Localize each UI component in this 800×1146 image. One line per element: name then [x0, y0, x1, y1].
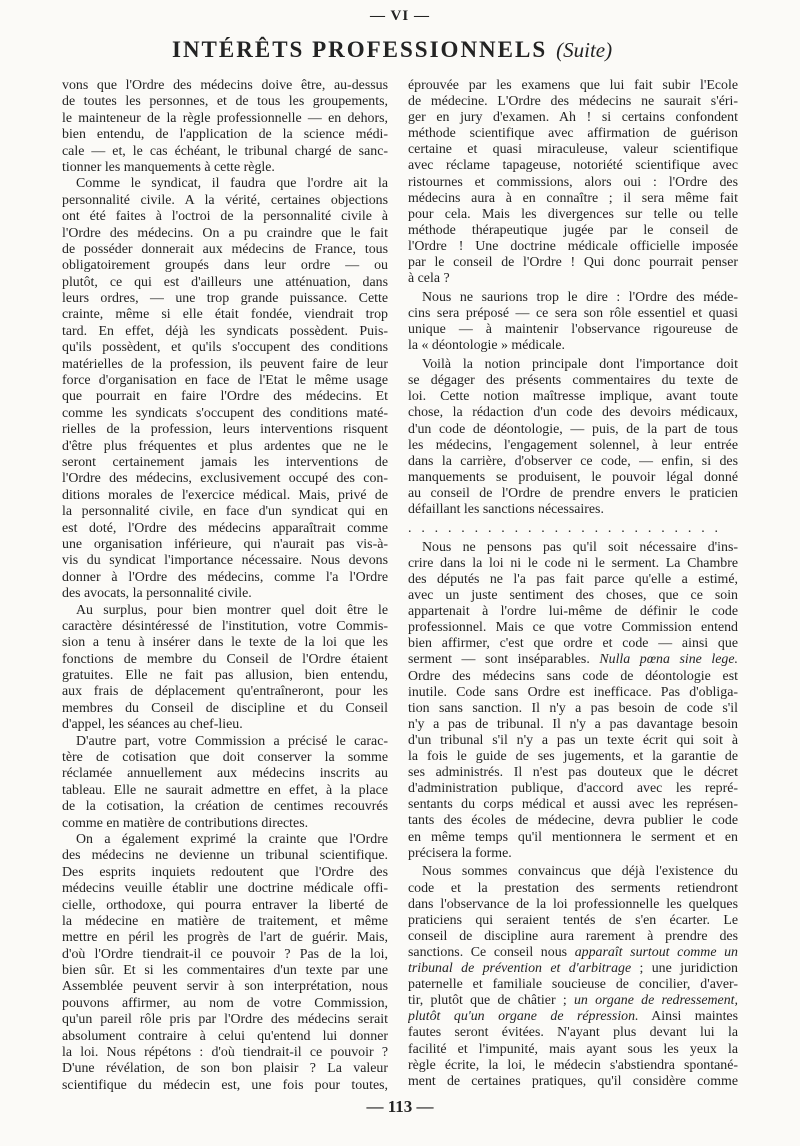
- text-line: l'Ordre des médecins, exclusivement occupé des con-: [62, 471, 388, 487]
- text-line: [408, 1009, 738, 1025]
- text-line: par le conseil de l'Ordre ! Qui donc pourrait penser: [408, 255, 738, 271]
- text-line: D'autre part, votre Commission a précisé le carac-: [76, 733, 388, 749]
- text-line: absolument contraire à celui qu'entend lui donner: [62, 1028, 388, 1044]
- right-column: [408, 78, 738, 1090]
- text-line: caractère désintéressé de l'institution, votre Commis-: [62, 618, 388, 634]
- text-line: avec un juste sentiment des choses, que ce soin: [408, 588, 738, 604]
- text-line: crainte, même si elle était fondée, viendrait trop: [62, 307, 388, 323]
- text-line: facilité et l'impunité, mais ayant sous les yeux la: [408, 1041, 738, 1057]
- text-line: tableau. Elle ne saurait admettre en effet, à la place: [62, 782, 388, 798]
- text-line: crire dans la loi ni le code ni le serment. La Chambre: [408, 555, 738, 571]
- text-line: seront certainement jamais les interventions de: [62, 454, 388, 470]
- text-run: sanctions. Ce conseil nous: [408, 944, 575, 960]
- text-line: Nous ne saurions trop le dire : l'Ordre des méde-: [422, 290, 738, 306]
- section-title: [172, 36, 612, 67]
- text-line: éprouvée par les examens que lui fait subir l'Ecole: [408, 78, 738, 93]
- text-line: personnalité civile. A la vérité, certaines objections: [62, 192, 388, 208]
- paragraph-continued: [62, 78, 388, 176]
- text-line: scientifique du médecin est, une fois pour toutes,: [62, 1077, 388, 1093]
- text-line: précisera la forme.: [408, 845, 512, 861]
- text-line: bien entendu, de l'application de la science médi-: [62, 127, 388, 143]
- text-line: est doté, l'Ordre des médecins apparaîtrait comme: [62, 520, 388, 536]
- text-line: matérielles de la profession, ils peuvent faire de leur: [62, 356, 388, 372]
- text-run: serment — sont inséparables.: [408, 652, 600, 668]
- text-run: Ainsi maintes: [638, 1009, 738, 1025]
- text-line: gratuites. Elle ne fait pas allusion, bien entendu,: [62, 668, 388, 684]
- text-line: Ordre des médecins sans code de déontologie est: [408, 668, 738, 684]
- text-line: leurs ordres, — une trop grande puissance. Cette: [62, 291, 388, 307]
- text-line: ristournes et commissions, alors oui : l'Ordre des: [408, 174, 738, 190]
- text-line: vons que l'Ordre des médecins doive être, au-dessus: [62, 78, 388, 93]
- text-line: donner à l'Ordre des médecins, comme l'a l'Ordre: [62, 569, 388, 585]
- text-line: d'un tribunal s'il n'y a pas un texte écrit qui soit à: [408, 732, 738, 748]
- text-line: des médecins ne devienne un tribunal scientifique.: [62, 848, 388, 864]
- italic-text-run: apparaît surtout comme un: [574, 944, 738, 960]
- text-line: d'être plus fréquentes et plus ardentes que ne le: [62, 438, 388, 454]
- text-line: qu'ils possèdent, et qu'ils s'occupent des conditions: [62, 340, 388, 356]
- text-line: de posséder donnerait aux médecins de France, tous: [62, 241, 388, 257]
- text-line: plutôt, ce qui est d'ailleurs une atténuation, dans: [62, 274, 388, 290]
- text-line: ditions morales de l'exercice médical. Mais, privé de: [62, 487, 388, 503]
- text-line: d'administration publique, d'accord avec les repré-: [408, 781, 738, 797]
- text-line: méthode thérapeutique jugée par le conseil de: [408, 222, 738, 238]
- paragraph: [62, 603, 388, 734]
- text-line: tère de cotisation que doit conserver la somme: [62, 750, 388, 766]
- text-line: Nous sommes convaincus que déjà l'existence du: [422, 864, 738, 880]
- text-line: médecins veuille établir une doctrine médicale offi-: [62, 881, 388, 897]
- text-line: n'y a pas de tribunal. Il n'y a pas davantage besoin: [408, 716, 738, 732]
- text-line: obligatoirement groupés dans leur ordre — ou: [62, 258, 388, 274]
- left-column: [62, 78, 388, 1094]
- text-line: D'une révélation, de son bon plaisir ? La valeur: [62, 1061, 388, 1077]
- paragraph: [408, 290, 738, 354]
- text-line: tionner les manquements à cette règle.: [62, 159, 275, 175]
- text-line: pour cela. Mais les divergences sur telle ou telle: [408, 206, 738, 222]
- text-line: des députés ne l'a pas fait parce qu'elle a estimé,: [408, 572, 738, 587]
- text-line: aux frais de déplacement qu'entraîneront, pour les: [62, 684, 388, 700]
- paragraph: [408, 864, 738, 1089]
- text-line: sion a tenu à insérer dans le texte de la loi que les: [62, 635, 388, 651]
- text-line: loi. Cette notion maîtresse implique, avant toute: [408, 389, 738, 405]
- text-line: bien affirmer, c'est que ordre et code — ainsi que: [408, 636, 738, 652]
- italic-text-run: un organe de redressement,: [573, 993, 738, 1009]
- text-line: d'où l'Ordre tiendrait-il ce pouvoir ? Pas de la loi,: [62, 946, 388, 962]
- section-title-suffix: (Suite): [556, 38, 613, 62]
- italic-text-run: tribunal de prévention et d'arbitrage: [408, 961, 632, 977]
- text-line: une organisation inférieure, qui n'aurait pas vis-à-: [62, 536, 388, 552]
- text-line: On a également exprimé la crainte que l'Ordre: [76, 831, 388, 847]
- text-line: de médecine. L'Ordre des médecins ne saurait s'éri-: [408, 94, 738, 110]
- text-line: la loi. Nous répétons : d'où tiendrait-il ce pouvoir ?: [62, 1045, 388, 1061]
- text-line: fonctions de membre du Conseil de l'Ordre étaient: [62, 651, 388, 667]
- paragraph: [62, 832, 388, 1094]
- text-line: tion sans sanction. Il n'y a pas besoin de code s'il: [408, 700, 738, 716]
- text-line: défaillant les sanctions nécessaires.: [408, 502, 604, 518]
- text-line: de toutes les personnes, et de tous les groupements,: [62, 94, 388, 110]
- text-line: ment de certaines pratiques, qu'il considère comme: [408, 1073, 738, 1089]
- text-line: tants des écoles de médecine, devra publier le code: [408, 813, 738, 829]
- text-line: de la cotisation, la création de centimes recouvrés: [62, 799, 388, 815]
- text-line: cale — et, le cas échéant, le tribunal chargé de sanc-: [62, 143, 388, 159]
- text-line: Des esprits inquiets redoutent que l'Ordre des: [62, 864, 388, 880]
- text-line: [408, 652, 738, 668]
- text-line: chose, la rédaction d'un code des devoirs médicaux,: [408, 405, 738, 421]
- text-line: réclamée annuellement aux médecins inscrits au: [62, 766, 388, 782]
- text-line: les médecins, l'engagement solennel, à leur entrée: [408, 437, 738, 453]
- ellipsis-separator: . . . . . . . . . . . . . . . . . . . . . . . .: [408, 520, 718, 536]
- text-line: inutile. Code sans Ordre est inefficace. Pas d'obliga-: [408, 684, 738, 700]
- text-line: l'Ordre des médecins. On a pu craindre que le fait: [62, 225, 388, 241]
- text-line: [408, 961, 738, 977]
- text-line: des avocats, la personnalité civile.: [62, 586, 252, 602]
- section-title-text: INTÉRÊTS PROFESSIONNELS: [172, 37, 548, 62]
- paragraph-continued: [408, 78, 738, 287]
- text-line: ont été faites à l'octroi de la personnalité civile à: [62, 209, 388, 225]
- text-line: comme les syndicats s'occupent des conditions maté-: [62, 405, 388, 421]
- text-line: qu'un pareil rôle pris par l'Ordre des médecins serait: [62, 1012, 388, 1028]
- text-line: mettre en péril les progrès de l'art de guérir. Mais,: [62, 930, 388, 946]
- text-line: l'Ordre ! Une doctrine médicale officielle imposée: [408, 238, 738, 254]
- text-line: dans l'observance de la loi professionnelle les quelques: [408, 896, 738, 912]
- text-line: Au surplus, pour bien montrer quel doit être le: [76, 602, 388, 618]
- text-line: la « déontologie » médicale.: [408, 338, 565, 354]
- paragraph: [62, 176, 388, 602]
- text-line: ger en jury d'examen. Ah ! si certains confondent: [408, 110, 738, 126]
- roman-page-marker: — VI —: [370, 8, 430, 24]
- text-line: praticiens qui seraient tentés de s'en écarter. Le: [408, 912, 738, 928]
- text-line: bien sûr. Et si les commentaires d'un texte par une: [62, 963, 388, 979]
- text-line: paternelle et familiale soucieuse de concilier, d'aver-: [408, 977, 738, 993]
- text-line: méthode scientifique avec affirmation de guérison: [408, 126, 738, 142]
- text-line: force d'organisation en face de l'Etat le même usage: [62, 373, 388, 389]
- text-line: Nous ne pensons pas qu'il soit nécessaire d'ins-: [422, 539, 738, 555]
- italic-text-run: plutôt qu'un organe de répression.: [408, 1009, 639, 1025]
- text-line: rielles de la profession, leurs interventions risquent: [62, 422, 388, 438]
- text-line: d'un code de déontologie, — puis, de la part de tous: [408, 421, 738, 437]
- text-line: cins sera préposé — ce sera son rôle essentiel et quasi: [408, 306, 738, 322]
- text-line: Comme le syndicat, il faudra que l'ordre ait la: [76, 176, 388, 192]
- paragraph: [408, 357, 738, 518]
- text-line: cielle, orthodoxe, qui pourra entraver la liberté de: [62, 897, 388, 913]
- text-line: se dégager des présents commentaires du texte de: [408, 373, 738, 389]
- text-line: que pourrait en faire l'Ordre des médecins. Et: [62, 389, 388, 405]
- text-line: règle écrite, la loi, le médecin s'abstiendra spontané-: [408, 1057, 738, 1073]
- text-line: [408, 945, 738, 961]
- paragraph: [408, 540, 738, 862]
- text-line: à cela ?: [408, 271, 450, 287]
- text-run: ; une juridiction: [631, 961, 738, 977]
- text-line: la fois le guide de ses jugements, et la garantie de: [408, 749, 738, 765]
- text-line: professionnel. Mais ce que votre Commission entend: [408, 620, 738, 636]
- text-line: code et la prestation des serments retiendront: [408, 880, 738, 896]
- text-line: d'appel, les séances au chef-lieu.: [62, 717, 243, 733]
- text-line: fautes seront évitées. N'ayant plus devant lui la: [408, 1025, 738, 1041]
- text-line: dans la carrière, d'observer ce code, — enfin, si des: [408, 453, 738, 469]
- italic-text-run: Nulla pœna sine lege.: [599, 652, 738, 668]
- text-line: [408, 993, 738, 1009]
- text-line: en même temps qu'il mentionnera le serment et en: [408, 829, 738, 845]
- text-line: Voilà la notion principale dont l'importance doit: [422, 357, 738, 373]
- text-line: le mainteneur de la règle professionnelle — en dehors,: [62, 110, 388, 126]
- paragraph: [62, 734, 388, 832]
- text-line: membres du Conseil de discipline et du Conseil: [62, 700, 388, 716]
- text-line: médecins aura à en connaître ; il sera même fait: [408, 190, 738, 206]
- text-line: avec réclame tapageuse, notoriété scientifique avec: [408, 158, 738, 174]
- text-line: conseil de discipline aura rarement à prendre des: [408, 928, 738, 944]
- text-line: unique — à maintenir l'observance rigoureuse de: [408, 322, 738, 338]
- text-line: appartenait à l'ordre lui-même de définir le code: [408, 604, 738, 620]
- text-line: la personnalité civile, en face d'un syndicat qui en: [62, 504, 388, 520]
- text-line: comme en matière de contributions directes.: [62, 815, 309, 831]
- text-line: pouvons affirmer, au nom de votre Commission,: [62, 995, 388, 1011]
- text-line: tard. En effet, déjà les syndicats possèdent. Puis-: [62, 323, 388, 339]
- text-line: certaine et quasi miraculeuse, valeur scientifique: [408, 142, 738, 158]
- text-run: tir, plutôt que de châtier ;: [408, 993, 574, 1009]
- page-number: — 113 —: [366, 1097, 434, 1116]
- text-line: ses administrés. Il n'est pas douteux que le décret: [408, 765, 738, 781]
- text-line: Assemblée peuvent servir à son interprétation, nous: [62, 979, 388, 995]
- text-line: manquements se produisent, le pouvoir légal donné: [408, 469, 738, 485]
- text-line: vis du syndicat l'importance nécessaire. Nous devons: [62, 553, 388, 569]
- text-line: la médecine en matière de traitement, et même: [62, 913, 388, 929]
- text-line: au conseil de l'Ordre de prendre envers le praticien: [408, 485, 738, 501]
- text-line: sentants du corps médical et aussi avec les représen-: [408, 797, 738, 813]
